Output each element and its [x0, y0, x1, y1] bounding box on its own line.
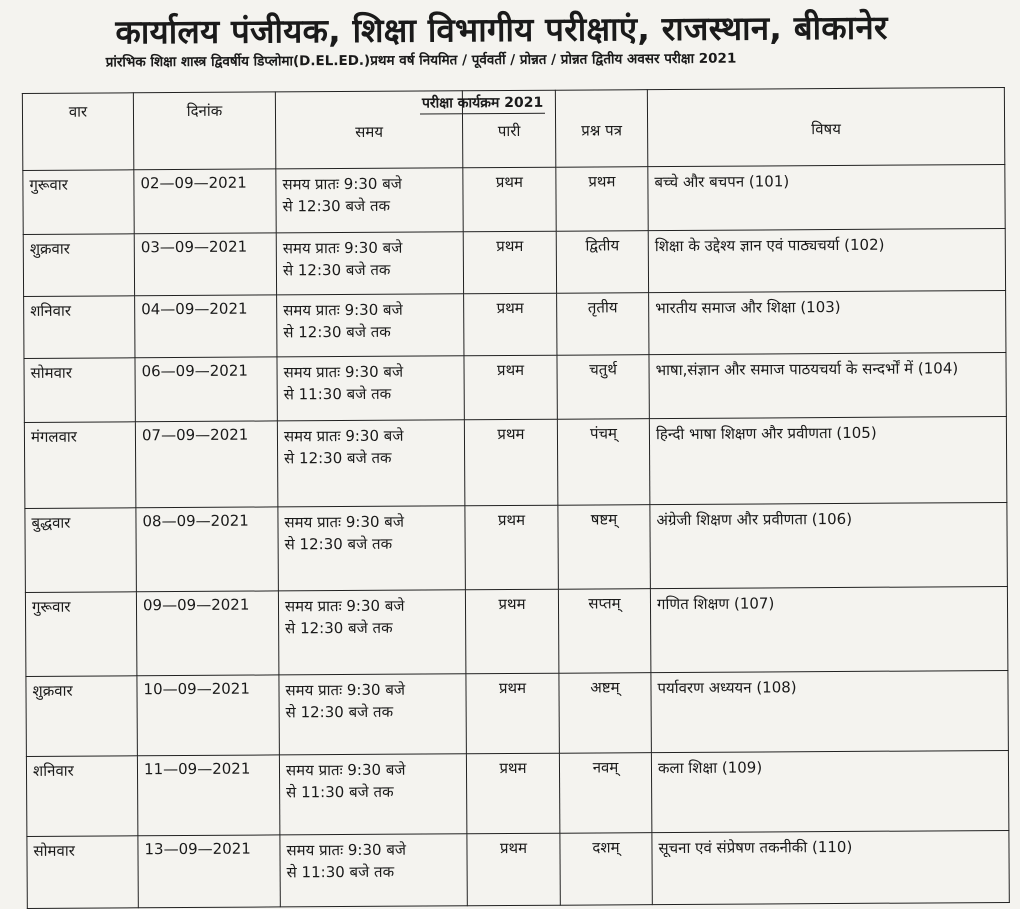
- subject-cell: बच्चे और बचपन (101): [648, 164, 1005, 230]
- shift-cell: प्रथम: [463, 167, 556, 232]
- time-line-end: से 12:30 बजे तक: [283, 322, 391, 342]
- time-cell: [276, 168, 463, 233]
- time-line-end: से 11:30 बजे तक: [286, 782, 394, 802]
- time-line-end: से 12:30 बजे तक: [285, 702, 394, 722]
- table-row: [24, 416, 1007, 508]
- date-cell: 07—09—2021: [135, 421, 278, 508]
- time-line-start: समय प्रातः 9:30 बजे: [284, 596, 405, 616]
- day-cell: शुक्रवार: [23, 234, 134, 297]
- time-line-start: समय प्रातः 9:30 बजे: [284, 512, 405, 532]
- date-cell: 13—09—2021: [138, 835, 280, 908]
- subject-cell: भारतीय समाज और शिक्षा (103): [649, 290, 1006, 354]
- day-cell: सोमवार: [27, 836, 138, 909]
- day-cell: शनिवार: [24, 296, 135, 359]
- time-line-start: समय प्रातः 9:30 बजे: [286, 840, 407, 860]
- day-cell: शुक्रवार: [26, 676, 137, 757]
- shift-cell: प्रथम: [465, 505, 559, 590]
- day-cell: गुरूवार: [23, 170, 134, 235]
- table-row: [24, 352, 1006, 422]
- paper-cell: प्रथम: [556, 167, 648, 232]
- paper-cell: चतुर्थ: [557, 355, 649, 420]
- time-line-start: समय प्रातः 9:30 बजे: [283, 426, 404, 446]
- paper-cell: पंचम्: [557, 419, 650, 506]
- date-cell: 09—09—2021: [136, 591, 279, 676]
- date-cell: 06—09—2021: [135, 357, 277, 422]
- subject-cell: अंग्रेजी शिक्षण और प्रवीणता (106): [650, 502, 1008, 588]
- office-title: कार्यालय पंजीयक, शिक्षा विभागीय परीक्षाएं, राजस्थान, बीकानेर: [115, 7, 888, 52]
- subject-cell: सूचना एवं संप्रेषण तकनीकी (110): [652, 830, 1009, 904]
- shift-cell: प्रथम: [464, 419, 558, 506]
- table-row: [26, 670, 1008, 756]
- shift-cell: प्रथम: [464, 293, 557, 356]
- table-body: [23, 164, 1009, 908]
- day-cell: बुद्धवार: [25, 508, 137, 593]
- schedule-caption: परीक्षा कार्यक्रम 2021: [420, 93, 545, 115]
- shift-cell: प्रथम: [467, 833, 560, 906]
- shift-cell: प्रथम: [465, 589, 559, 674]
- day-cell: गुरूवार: [25, 592, 137, 677]
- time-line-start: समय प्रातः 9:30 बजे: [283, 300, 403, 320]
- table-row: [25, 586, 1007, 676]
- day-cell: सोमवार: [24, 358, 135, 423]
- date-cell: 11—09—2021: [137, 755, 279, 836]
- time-line-start: समय प्रातः 9:30 बजे: [283, 362, 404, 382]
- date-cell: 02—09—2021: [134, 169, 276, 234]
- subject-cell: कला शिक्षा (109): [651, 750, 1008, 832]
- table-row: [24, 290, 1006, 358]
- date-cell: 03—09—2021: [134, 233, 276, 296]
- time-cell: [278, 590, 466, 675]
- time-line-end: से 12:30 बजे तक: [282, 260, 391, 280]
- subject-cell: भाषा,संज्ञान और समाज पाठयचर्या के सन्दर्भों में (104): [649, 352, 1006, 418]
- time-cell: [280, 834, 467, 907]
- paper-cell: द्वितीय: [556, 231, 648, 294]
- subject-cell: शिक्षा के उद्देश्य ज्ञान एवं पाठ्यचर्या (102): [648, 228, 1005, 292]
- time-cell: [278, 506, 466, 591]
- time-cell: [277, 420, 465, 507]
- subject-cell: हिन्दी भाषा शिक्षण और प्रवीणता (105): [649, 416, 1007, 504]
- time-line-start: समय प्रातः 9:30 बजे: [282, 174, 402, 194]
- paper-cell: षष्टम्: [558, 505, 651, 590]
- paper-cell: अष्टम्: [559, 673, 651, 754]
- date-cell: 10—09—2021: [137, 675, 279, 756]
- paper-cell: सप्तम्: [558, 589, 651, 674]
- time-line-end: से 12:30 बजे तक: [282, 196, 391, 216]
- time-line-start: समय प्रातः 9:30 बजे: [282, 238, 403, 258]
- subject-cell: गणित शिक्षण (107): [650, 586, 1008, 672]
- time-line-end: से 11:30 बजे तक: [283, 384, 392, 404]
- time-cell: [279, 754, 466, 835]
- time-line-end: से 11:30 बजे तक: [286, 862, 395, 882]
- time-line-start: समय प्रातः 9:30 बजे: [285, 760, 406, 780]
- day-cell: मंगलवार: [24, 422, 136, 509]
- paper-cell: नवम्: [559, 753, 651, 834]
- header-shift: पारी: [462, 90, 555, 168]
- table-row: [26, 750, 1008, 836]
- time-line-end: से 12:30 बजे तक: [285, 618, 393, 638]
- table-row: [23, 164, 1005, 234]
- exam-subtitle: प्रांरभिक शिक्षा शास्त्र द्विवर्षीय डिप्लोमा(D.EL.ED.)प्रथम वर्ष नियमित / पूर्ववर्ती / प्रोन्नत / प्रोन्नत द्वितीय अवसर परीक्षा 2021: [105, 50, 737, 71]
- paper-cell: दशम्: [560, 833, 652, 906]
- exam-schedule-table: [22, 87, 1010, 909]
- date-cell: 04—09—2021: [135, 295, 277, 358]
- time-cell: [276, 232, 463, 295]
- day-cell: शनिवार: [26, 756, 137, 837]
- shift-cell: प्रथम: [464, 355, 557, 420]
- subject-cell: पर्यावरण अध्ययन (108): [651, 670, 1008, 752]
- shift-cell: प्रथम: [463, 231, 556, 294]
- paper-cell: तृतीय: [557, 293, 649, 356]
- time-line-start: समय प्रातः 9:30 बजे: [285, 680, 406, 700]
- time-line-end: से 12:30 बजे तक: [284, 448, 392, 468]
- header-time: समय: [275, 91, 462, 169]
- time-cell: [277, 356, 464, 421]
- header-date: दिनांक: [133, 92, 275, 170]
- shift-cell: प्रथम: [466, 753, 559, 834]
- table-row: [27, 830, 1009, 908]
- shift-cell: प्रथम: [466, 673, 559, 754]
- header-paper: प्रश्न पत्र: [555, 90, 647, 168]
- date-cell: 08—09—2021: [136, 507, 279, 592]
- header-subject: विषय: [647, 87, 1004, 166]
- table-row: [25, 502, 1007, 592]
- time-line-end: से 12:30 बजे तक: [284, 534, 393, 554]
- time-cell: [279, 674, 466, 755]
- time-cell: [277, 294, 464, 357]
- header-day: वार: [22, 93, 133, 171]
- table-row: [23, 228, 1005, 296]
